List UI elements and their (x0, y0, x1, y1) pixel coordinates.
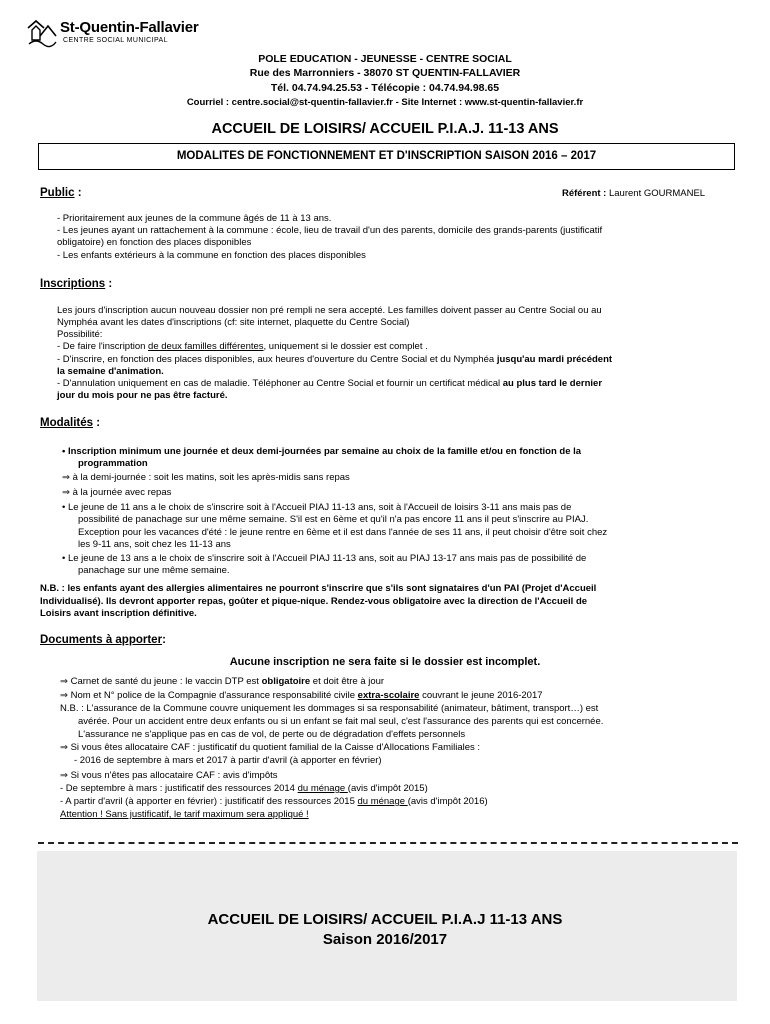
section-title-box: MODALITES DE FONCTIONNEMENT ET D'INSCRIPTION SAISON 2016 – 2017 (38, 143, 735, 170)
modalites-line: ⇒ à la journée avec repas (62, 487, 172, 498)
inscriptions-line: - D'inscrire, en fonction des places disponibles, aux heures d'ouverture du Centre Social et du Nymphéa jusqu'au mardi précédent (57, 354, 613, 365)
header-department: POLE EDUCATION - JEUNESSE - CENTRE SOCIAL (258, 53, 512, 65)
modalites-line: • Le jeune de 13 ans a le choix de s'inscrire soit à l'Accueil PIAJ 11-13 ans, soit au PIAJ 13-17 ans mais pas de possibilité de (62, 553, 587, 564)
modalites-nb: Loisirs avant inscription définitive. (40, 608, 197, 619)
documents-line: ⇒ Carnet de santé du jeune : le vaccin DTP est obligatoire et doit être à jour (60, 676, 385, 687)
footer-title: ACCUEIL DE LOISIRS/ ACCUEIL P.I.A.J 11-13 ANS (207, 911, 563, 928)
header-contact: Courriel : centre.social@st-quentin-fallavier.fr - Site Internet : www.st-quentin-fallavier.fr (186, 97, 584, 108)
public-line: obligatoire) en fonction des places disponibles (57, 237, 252, 248)
modalites-heading: Modalités : (40, 417, 101, 429)
logo-name: St-Quentin-Fallavier (60, 19, 199, 36)
public-line: - Les enfants extérieurs à la commune en fonction des places disponibles (57, 250, 366, 261)
documents-line: ⇒ Si vous êtes allocataire CAF : justificatif du quotient familial de la Caisse d'Allocations Familiales : (60, 742, 481, 753)
inscriptions-heading: Inscriptions : (40, 278, 113, 290)
documents-warning: Attention ! Sans justificatif, le tarif maximum sera appliqué ! (60, 809, 309, 820)
inscriptions-line: Les jours d'inscription aucun nouveau dossier non pré rempli ne sera accepté. Les familles doivent passer au Centre Social ou au (57, 305, 602, 316)
inscriptions-line: - D'annulation uniquement en cas de maladie. Téléphoner au Centre Social et fournir un certificat médical au plus tard le dernier (57, 378, 603, 389)
documents-line: N.B. : L'assurance de la Commune couvre uniquement les dommages si sa responsabilité (animateur, bâtiment, transport…) est (60, 703, 599, 714)
page-title: ACCUEIL DE LOISIRS/ ACCUEIL P.I.A.J. 11-13 ANS (211, 121, 559, 137)
documents-notice: Aucune inscription ne sera faite si le dossier est incomplet. (229, 656, 541, 668)
header-phone: Tél. 04.74.94.25.53 - Télécopie : 04.74.94.98.65 (270, 82, 500, 94)
documents-line: - De septembre à mars : justificatif des ressources 2014 du ménage (avis d'impôt 2015) (60, 783, 428, 794)
inscriptions-line: la semaine d'animation. (57, 366, 164, 377)
documents-heading: Documents à apporter: (40, 634, 166, 646)
footer-season: Saison 2016/2017 (322, 931, 448, 948)
documents-line: L'assurance ne s'applique pas en cas de vol, de perte ou de dégradation d'effets personnels (78, 729, 466, 740)
documents-line: - A partir d'avril (à apporter en février) : justificatif des ressources 2015 du ménage (avis d'impôt 2016) (60, 796, 488, 807)
modalites-line: possibilité de panachage sur une même semaine. S'il est en 6ème et qu'il n'a pas encore 11 ans il peut s'inscrire au PIAJ. (78, 514, 589, 525)
modalites-nb: N.B. : les enfants ayant des allergies alimentaires ne pourront s'inscrire que s'ils sont signataires d'un PAI (Projet d'Accueil (40, 583, 597, 594)
logo-mark-icon (26, 18, 58, 48)
documents-line: - 2016 de septembre à mars et 2017 à partir d'avril (à apporter en février) (74, 755, 382, 766)
documents-line: ⇒ Si vous n'êtes pas allocataire CAF : avis d'impôts (60, 770, 278, 781)
inscriptions-line: jour du mois pour ne pas être facturé. (57, 390, 228, 401)
documents-line: avérée. Pour un accident entre deux enfants ou si un enfant se fait mal seul, c'est l'assurance des parents qui est concernée. (78, 716, 604, 727)
public-line: - Prioritairement aux jeunes de la commune âgés de 11 à 13 ans. (57, 213, 332, 224)
modalites-line: • Inscription minimum une journée et deux demi-journées par semaine au choix de la famille et/ou en fonction de la (62, 446, 582, 457)
inscriptions-line: - De faire l'inscription de deux familles différentes, uniquement si le dossier est complet . (57, 341, 428, 352)
modalites-line: panachage sur une même semaine. (78, 565, 230, 576)
logo-subtitle: CENTRE SOCIAL MUNICIPAL (63, 37, 168, 44)
dashed-divider (38, 842, 738, 844)
modalites-line: programmation (78, 458, 148, 469)
inscriptions-line: Possibilité: (57, 329, 103, 340)
modalites-nb: Individualisé). Ils devront apporter repas, goûter et pique-nique. Rendez-vous obligatoire avec la direction de l'Accueil de (40, 596, 588, 607)
documents-line: ⇒ Nom et N° police de la Compagnie d'assurance responsabilité civile extra-scolaire couvrant le jeune 2016-2017 (60, 690, 543, 701)
header-address: Rue des Marronniers - 38070 ST QUENTIN-FALLAVIER (249, 67, 521, 79)
public-line: - Les jeunes ayant un rattachement à la commune : école, lieu de travail d'un des parents, domicile des grands-parents (justificatif (57, 225, 603, 236)
public-heading: Public : (40, 187, 82, 199)
referent: Référent : Laurent GOURMANEL (562, 188, 706, 199)
inscriptions-line: Nymphéa avant les dates d'inscriptions (cf: site internet, plaquette du Centre Social) (57, 317, 410, 328)
modalites-line: • Le jeune de 11 ans a le choix de s'inscrire soit à l'Accueil PIAJ 11-13 ans, soit à l'Accueil de loisirs 3-11 ans mais pas de (62, 502, 572, 513)
modalites-line: ⇒ à la demi-journée : soit les matins, soit les après-midis sans repas (62, 472, 350, 483)
modalites-line: Exception pour les vacances d'été : le jeune rentre en 6ème et il est dans l'année de ses 11 ans, il peut choisir d'être soit chez (78, 527, 608, 538)
modalites-line: les 9-11 ans, soit chez les 11-13 ans (78, 539, 231, 550)
